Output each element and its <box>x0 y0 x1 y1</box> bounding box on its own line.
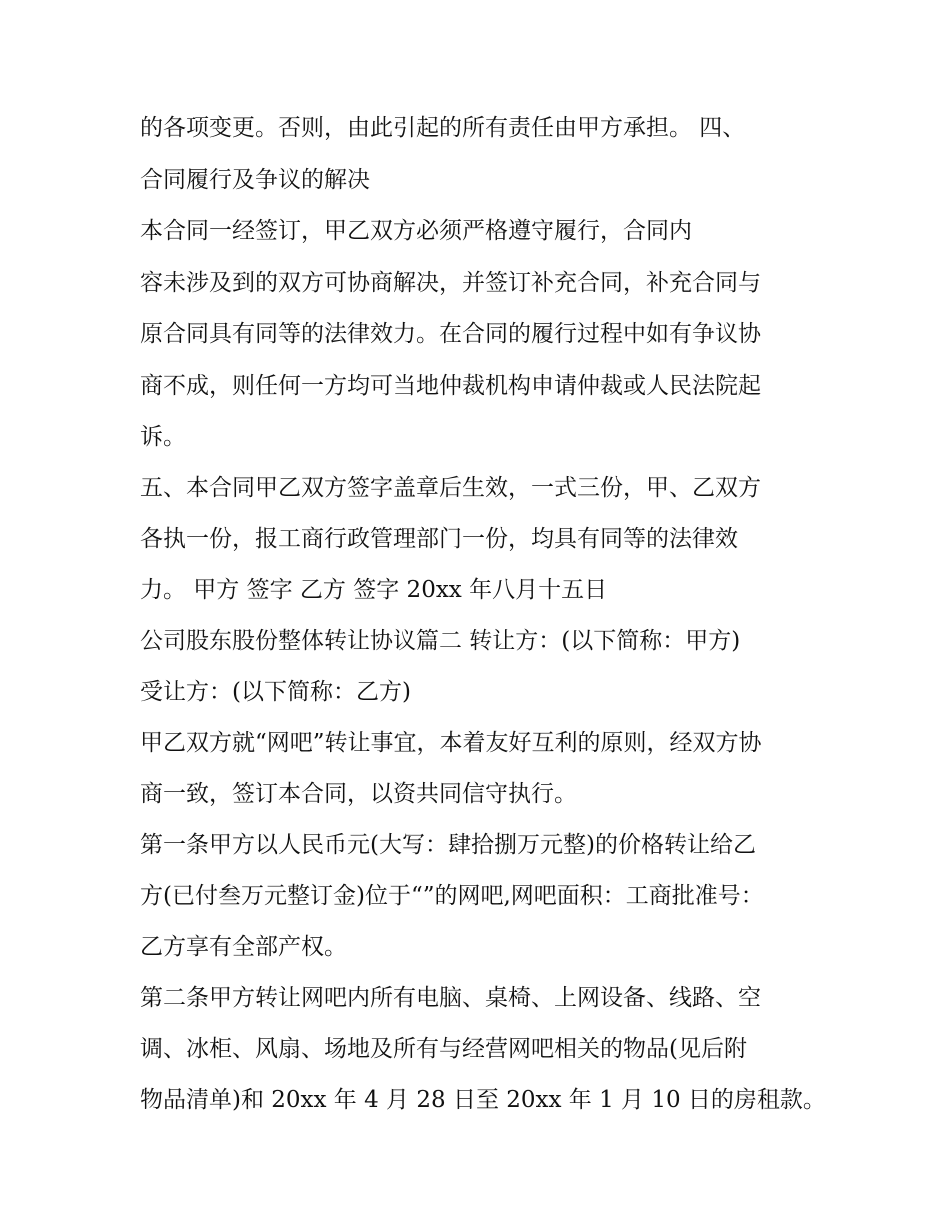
text-line: 甲乙双方就“网吧”转让事宜，本着友好互利的原则，经双方协 <box>140 730 762 756</box>
text-line: 各执一份，报工商行政管理部门一份，均具有同等的法律效 <box>140 526 738 552</box>
text-line: 物品清单)和 20xx 年 4 月 28 日至 20xx 年 1 月 10 日的房租款。 <box>140 1087 826 1113</box>
text-line: 的各项变更。否则，由此引起的所有责任由甲方承担。 四、 <box>140 115 746 141</box>
text-line: 方(已付叁万元整订金)位于“”的网吧,网吧面积：工商批准号： <box>140 883 764 909</box>
text-line: 公司股东股份整体转让协议篇二 转让方：(以下简称：甲方) <box>140 628 741 654</box>
text-line: 本合同一经签订，甲乙双方必须严格遵守履行，合同内 <box>140 218 692 244</box>
text-line: 商一致，签订本合同，以资共同信守执行。 <box>140 781 577 807</box>
text-line: 容未涉及到的双方可协商解决，并签订补充合同，补充合同与 <box>140 270 761 296</box>
text-line: 调、冰柜、风扇、场地及所有与经营网吧相关的物品(见后附 <box>140 1036 747 1062</box>
text-line: 第二条甲方转让网吧内所有电脑、桌椅、上网设备、线路、空 <box>140 985 761 1011</box>
text-line: 力。 甲方 签字 乙方 签字 20xx 年八月十五日 <box>140 577 608 603</box>
text-line: 五、本合同甲乙双方签字盖章后生效，一式三份，甲、乙双方 <box>140 475 761 501</box>
text-line: 第一条甲方以人民币元(大写：肆拾捌万元整)的价格转让给乙 <box>140 832 756 858</box>
text-line: 合同履行及争议的解决 <box>140 167 370 193</box>
text-line: 商不成，则任何一方均可当地仲裁机构申请仲裁或人民法院起 <box>140 373 761 399</box>
text-line: 原合同具有同等的法律效力。在合同的履行过程中如有争议协 <box>140 321 761 347</box>
text-line: 受让方：(以下简称：乙方) <box>140 679 411 705</box>
text-line: 诉。 <box>140 424 186 450</box>
text-line: 乙方享有全部产权。 <box>140 934 347 960</box>
